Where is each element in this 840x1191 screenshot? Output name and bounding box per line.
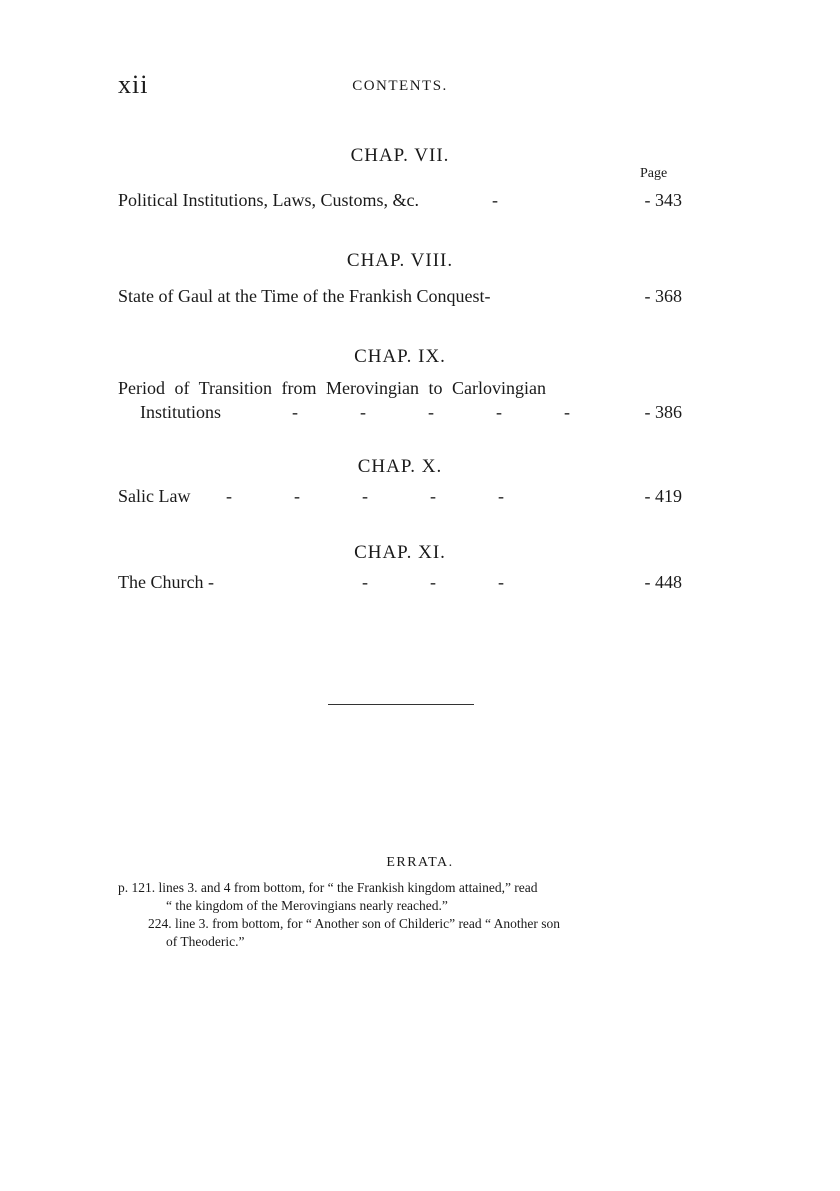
errata-line: of Theoderic.” <box>166 934 245 949</box>
errata-line: p. 121. lines 3. and 4 from bottom, for “ the Frankish kingdom attained,” read <box>118 880 538 895</box>
toc-entry <box>118 190 682 214</box>
toc-entry <box>118 378 682 402</box>
toc-entry-title: Period of Transition from Merovingian to Carlovingian <box>118 378 546 398</box>
errata-heading: ERRATA. <box>386 855 454 870</box>
chapter-heading: CHAP. IX. <box>354 346 446 367</box>
chapter-heading: CHAP. VIII. <box>346 250 454 271</box>
leader-dash: - <box>498 486 504 506</box>
toc-entry <box>118 486 682 510</box>
leader-dash: - <box>292 402 298 422</box>
toc-entry-title: The Church - <box>118 572 214 592</box>
toc-entry <box>118 286 682 310</box>
leader-dash: - <box>496 402 502 422</box>
section-divider <box>328 704 474 705</box>
page-folio: xii <box>118 70 149 99</box>
errata-line: 224. line 3. from bottom, for “ Another son of Childeric” read “ Another son <box>148 916 561 931</box>
leader-dash: - <box>428 402 434 422</box>
leader-dash: - <box>498 572 504 592</box>
toc-entry-continuation <box>118 402 682 426</box>
toc-entry-page: - 448 <box>644 572 682 592</box>
toc-entry-page: - 343 <box>644 190 682 210</box>
toc-entry <box>118 572 682 596</box>
leader-dash: - <box>226 486 232 506</box>
toc-entry-title: Political Institutions, Laws, Customs, &c. <box>118 190 419 210</box>
leader-dash: - <box>430 486 436 506</box>
chapter-heading: CHAP. XI. <box>354 542 446 563</box>
running-head: CONTENTS. <box>352 78 448 94</box>
toc-entry-title: State of Gaul at the Time of the Frankish Conquest- <box>118 286 491 306</box>
leader-dash: - <box>362 486 368 506</box>
chapter-heading: CHAP. VII. <box>350 145 450 166</box>
leader-dash: - <box>492 190 498 210</box>
toc-entry-title: Salic Law <box>118 486 191 506</box>
toc-entry-page: - 419 <box>644 486 682 506</box>
leader-dash: - <box>294 486 300 506</box>
toc-entry-page: - 386 <box>644 402 682 422</box>
leader-dash: - <box>362 572 368 592</box>
leader-dash: - <box>430 572 436 592</box>
chapter-heading: CHAP. X. <box>357 456 443 477</box>
errata-line: “ the kingdom of the Merovingians nearly reached.” <box>166 898 448 913</box>
toc-entry-page: - 368 <box>644 286 682 306</box>
leader-dash: - <box>564 402 570 422</box>
toc-entry-title: Institutions <box>140 402 222 422</box>
page-column-label: Page <box>640 166 668 181</box>
leader-dash: - <box>360 402 366 422</box>
